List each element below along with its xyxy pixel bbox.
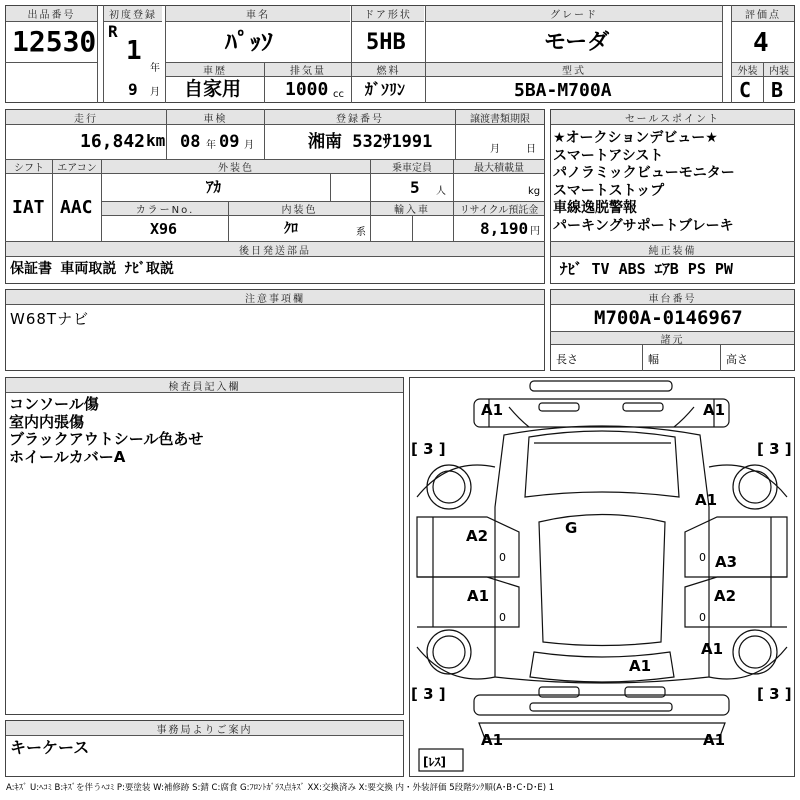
displacement-unit: cc	[333, 89, 344, 100]
equipment: ﾅﾋﾞ TV ABS ｴｱB PS PW	[560, 260, 733, 278]
mileage-header: 走行	[6, 110, 166, 125]
sales-points-list	[553, 130, 735, 235]
transfer-day-unit: 日	[526, 144, 536, 155]
inspector-item: 室内内張傷	[9, 412, 85, 431]
spec-header: 諸元	[551, 332, 794, 345]
later-parts: 保証書 車両取説 ﾅﾋﾞ取説	[10, 261, 174, 277]
inspector-list	[9, 396, 203, 466]
sales-point-item: ★オークションデビュー★	[553, 130, 718, 146]
score-header: 評価点	[732, 6, 794, 22]
car-name-header: 車名	[166, 6, 350, 22]
damage-mark: A1	[703, 731, 726, 749]
equipment-header: 純正装備	[551, 242, 794, 257]
displacement-header: 排気量	[265, 63, 351, 77]
damage-mark: A2	[466, 527, 489, 545]
notes-text: W68Tナビ	[10, 310, 90, 328]
damage-mark: A1	[695, 491, 718, 509]
capacity-header: 乗車定員	[371, 160, 453, 174]
door-type: 5HB	[366, 30, 406, 55]
tire-depth: [ 3 ]	[757, 440, 792, 458]
door-header: ドア形状	[352, 6, 424, 22]
office-header: 事務局よりご案内	[6, 721, 403, 736]
recycle-fee: 8,190	[480, 219, 529, 238]
zero-mark: 0	[699, 551, 706, 564]
color-no-header: カラーNo.	[102, 202, 228, 216]
zero-mark: 0	[499, 611, 506, 624]
load-unit: kg	[528, 186, 541, 197]
inspection-year: 08	[180, 132, 201, 152]
legend: A:ｷｽﾞ U:ﾍｺﾐ B:ｷｽﾞを伴うﾍｺﾐ P:要塗装 W:補修跡 S:錆 C:腐食 G:ﾌﾛﾝﾄｶﾞﾗｽ点ｷｽﾞ XX:交換済み X:要交換 内・外装評価 5段階ﾗﾝｸ順(A･B･C･D･E) 1	[6, 783, 555, 793]
height-label: 高さ	[726, 353, 748, 366]
model-header: 型式	[426, 63, 722, 77]
chassis-number: M700A-0146967	[594, 307, 743, 329]
damage-mark: A1	[467, 587, 490, 605]
displacement: 1000	[285, 79, 329, 100]
later-parts-header: 後日発送部品	[6, 242, 544, 257]
spare-tire-label: [ﾚｽ]	[423, 755, 446, 769]
fuel-header: 燃料	[352, 63, 425, 77]
ext-color: ｱｶ	[206, 178, 222, 196]
damage-mark: A2	[714, 587, 737, 605]
sales-points-header: セールスポイント	[551, 110, 794, 125]
reg-month: 9	[128, 80, 138, 99]
import-header: 輸入車	[371, 202, 453, 216]
load-header: 最大積載量	[454, 160, 544, 174]
capacity: 5	[410, 178, 420, 197]
model-code: 5BA-M700A	[514, 80, 612, 101]
lot-number: 12530	[12, 25, 97, 58]
inspection-header: 車検	[167, 110, 264, 125]
tire-depth: [ 3 ]	[757, 685, 792, 703]
damage-mark: A1	[701, 640, 724, 658]
inspection-month-unit: 月	[244, 140, 254, 151]
reg-no-header: 登録番号	[265, 110, 455, 125]
ext-color-header: 外装色	[102, 160, 370, 174]
tire-depth: [ 3 ]	[411, 440, 446, 458]
notes-header: 注意事項欄	[6, 290, 544, 305]
car-damage-diagram	[409, 377, 795, 777]
transfer-header: 譲渡書類期限	[456, 110, 544, 125]
zero-mark: 0	[699, 611, 706, 624]
width-label: 幅	[648, 353, 659, 366]
ac-header: エアコン	[53, 160, 101, 174]
ac: AAC	[60, 197, 93, 218]
month-unit: 月	[150, 87, 160, 98]
recycle-unit: 円	[530, 226, 540, 237]
sales-point-item: パノラミックビューモニター	[553, 165, 735, 181]
damage-mark: A1	[481, 401, 504, 419]
interior-header: 内装	[764, 63, 794, 77]
int-color-header: 内装色	[229, 202, 370, 216]
zero-mark: 0	[499, 551, 506, 564]
history-header: 車歴	[166, 63, 264, 77]
mileage: 16,842	[80, 131, 146, 152]
sales-point-item: スマートストップ	[553, 182, 665, 199]
mileage-unit: km	[146, 131, 166, 150]
car-history: 自家用	[184, 78, 242, 100]
score: 4	[753, 28, 769, 58]
int-color: ｸﾛ	[284, 221, 298, 237]
damage-mark: A3	[715, 553, 738, 571]
tire-depth: [ 3 ]	[411, 685, 446, 703]
registration-number: 湘南 532ｻ1991	[308, 132, 433, 152]
inspection-year-unit: 年	[206, 140, 216, 151]
length-label: 長さ	[556, 353, 578, 366]
inspector-item: ブラックアウトシール色あせ	[9, 430, 204, 448]
inspection-month: 09	[219, 132, 240, 152]
int-color-suffix: 系	[356, 227, 366, 238]
fuel: ｶﾞｿﾘﾝ	[365, 80, 406, 99]
inspector-item: コンソール傷	[9, 395, 99, 413]
shift-header: シフト	[6, 160, 52, 174]
year-unit: 年	[150, 63, 160, 74]
reg-year: 1	[126, 36, 142, 66]
damage-mark: A1	[629, 657, 652, 675]
recycle-header: リサイクル預託金	[454, 202, 544, 216]
inspector-item: ホイールカバーA	[9, 447, 126, 466]
office-text: キーケース	[10, 738, 90, 757]
inspector-header: 検査員記入欄	[6, 378, 403, 393]
interior-grade: B	[771, 78, 784, 102]
sales-point-item: パーキングサポートブレーキ	[553, 217, 734, 234]
capacity-unit: 人	[436, 186, 446, 197]
shift: IAT	[12, 197, 45, 218]
color-number: X96	[150, 220, 178, 238]
era: R	[108, 22, 118, 41]
grade: モーダ	[544, 30, 610, 55]
transfer-month-unit: 月	[490, 144, 500, 155]
damage-mark: G	[565, 519, 578, 537]
first-reg-header: 初度登録	[104, 6, 162, 22]
sales-point-item: スマートアシスト	[553, 147, 664, 164]
damage-mark: A1	[481, 731, 504, 749]
chassis-header: 車台番号	[551, 290, 794, 305]
lot-no-header: 出品番号	[6, 6, 97, 22]
exterior-header: 外装	[732, 63, 763, 77]
car-name: ﾊﾟｯｿ	[225, 28, 273, 56]
damage-mark: A1	[703, 401, 726, 419]
exterior-grade: C	[739, 78, 752, 102]
sales-point-item: 車線逸脱警報	[553, 200, 637, 216]
grade-header: グレード	[426, 6, 722, 22]
